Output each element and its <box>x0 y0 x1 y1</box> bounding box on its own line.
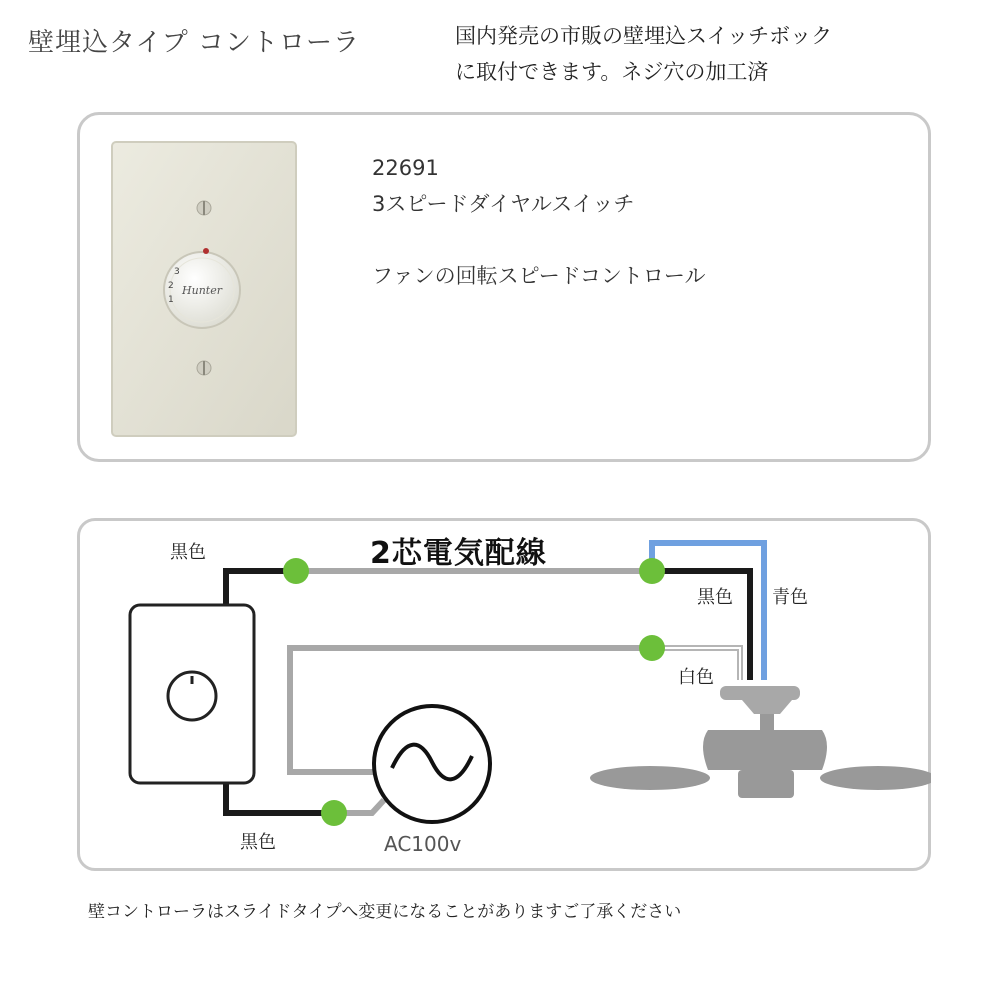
indicator-dot-icon <box>203 248 209 254</box>
connector-bottom <box>321 800 347 826</box>
label-blue-fan: 青色 <box>772 587 808 608</box>
page-title: 壁埋込タイプ コントローラ <box>28 28 360 58</box>
connector-middle-right <box>639 635 665 661</box>
product-description <box>455 18 832 90</box>
ac-voltage-label: AC100v <box>384 832 462 856</box>
knob-mark-3: 3 <box>174 267 180 277</box>
wiring-diagram-title: 2芯電気配線 <box>370 536 547 571</box>
ceiling-fan-icon <box>590 686 931 798</box>
label-white-fan: 白色 <box>678 667 714 688</box>
product-name: 3スピードダイヤルスイッチ <box>372 192 635 216</box>
description-line-1: 国内発売の市販の壁埋込スイッチボック <box>455 24 833 48</box>
wall-switch-plate-image <box>110 140 298 438</box>
knob-mark-1: 1 <box>168 295 174 305</box>
label-black-fan: 黒色 <box>697 587 733 608</box>
knob-brand-logo: Hunter <box>182 284 222 297</box>
footer-note: 壁コントローラはスライドタイプへ変更になることがありますご了承ください <box>88 902 682 922</box>
bottom-screw-icon <box>197 361 211 375</box>
product-info <box>372 150 705 294</box>
dial-icon <box>168 672 216 720</box>
ac-power-source-icon <box>374 706 490 822</box>
connector-top-left <box>283 558 309 584</box>
knob-mark-2: 2 <box>168 281 174 291</box>
top-screw-icon <box>197 201 211 215</box>
wire-black-bottom <box>226 782 334 813</box>
model-number: 22691 <box>372 156 439 180</box>
product-function: ファンの回転スピードコントロール <box>372 264 706 288</box>
connector-top-right <box>639 558 665 584</box>
label-black-top: 黒色 <box>170 542 206 563</box>
label-black-bottom: 黒色 <box>240 832 276 853</box>
description-line-2: に取付できます。ネジ穴の加工済 <box>455 60 769 84</box>
